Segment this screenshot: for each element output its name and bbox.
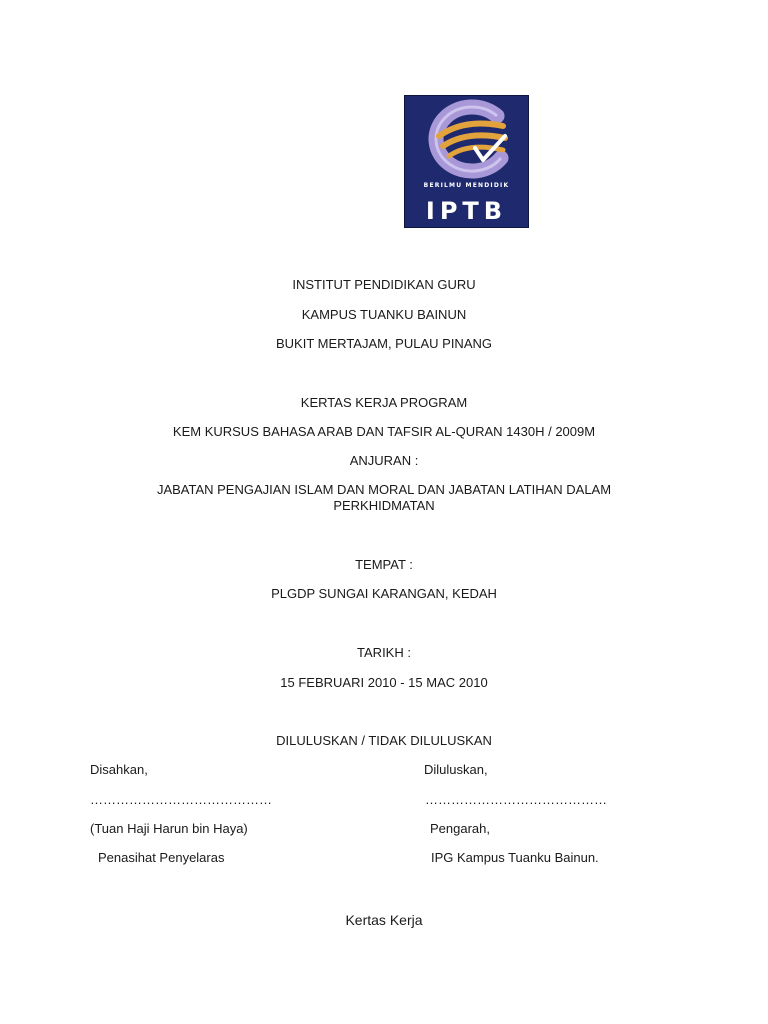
organiser-line-2: PERKHIDMATAN [333,498,435,513]
venue-label: TEMPAT : [355,557,413,572]
institution-name: INSTITUT PENDIDIKAN GURU [292,277,476,292]
campus-name: KAMPUS TUANKU BAINUN [301,307,467,322]
program-title: KEM KURSUS BAHASA ARAB DAN TAFSIR AL-QURAN 1430H / 2009M [172,424,596,439]
organiser-label: ANJURAN : [349,453,419,468]
right-signatory-name: Pengarah, [430,821,490,836]
left-signatory-role: Penasihat Penyelaras [98,850,225,865]
document-type: KERTAS KERJA PROGRAM [300,395,468,410]
footer-text: Kertas Kerja [345,912,423,928]
left-signatory-name: (Tuan Haji Harun bin Haya) [90,821,248,836]
iptb-logo [404,95,529,228]
logo-motto: BERILMU MENDIDIK [423,182,510,189]
approval-status: DILULUSKAN / TIDAK DILULUSKAN [276,733,492,748]
program-date: 15 FEBRUARI 2010 - 15 MAC 2010 [280,675,488,690]
left-signature-label: Disahkan, [90,762,148,777]
right-signature-line: …………………………………… [425,792,607,807]
logo-acronym: IPTB [425,197,508,225]
venue: PLGDP SUNGAI KARANGAN, KEDAH [271,586,497,601]
logo-emblem-icon [405,96,529,182]
left-signature-line: …………………………………… [90,792,272,807]
right-signature-label: Diluluskan, [424,762,488,777]
organiser-line-1: JABATAN PENGAJIAN ISLAM DAN MORAL DAN JABATAN LATIHAN DALAM [156,482,612,497]
date-label: TARIKH : [357,645,411,660]
right-signatory-role: IPG Kampus Tuanku Bainun. [431,850,599,865]
campus-location: BUKIT MERTAJAM, PULAU PINANG [276,336,492,351]
